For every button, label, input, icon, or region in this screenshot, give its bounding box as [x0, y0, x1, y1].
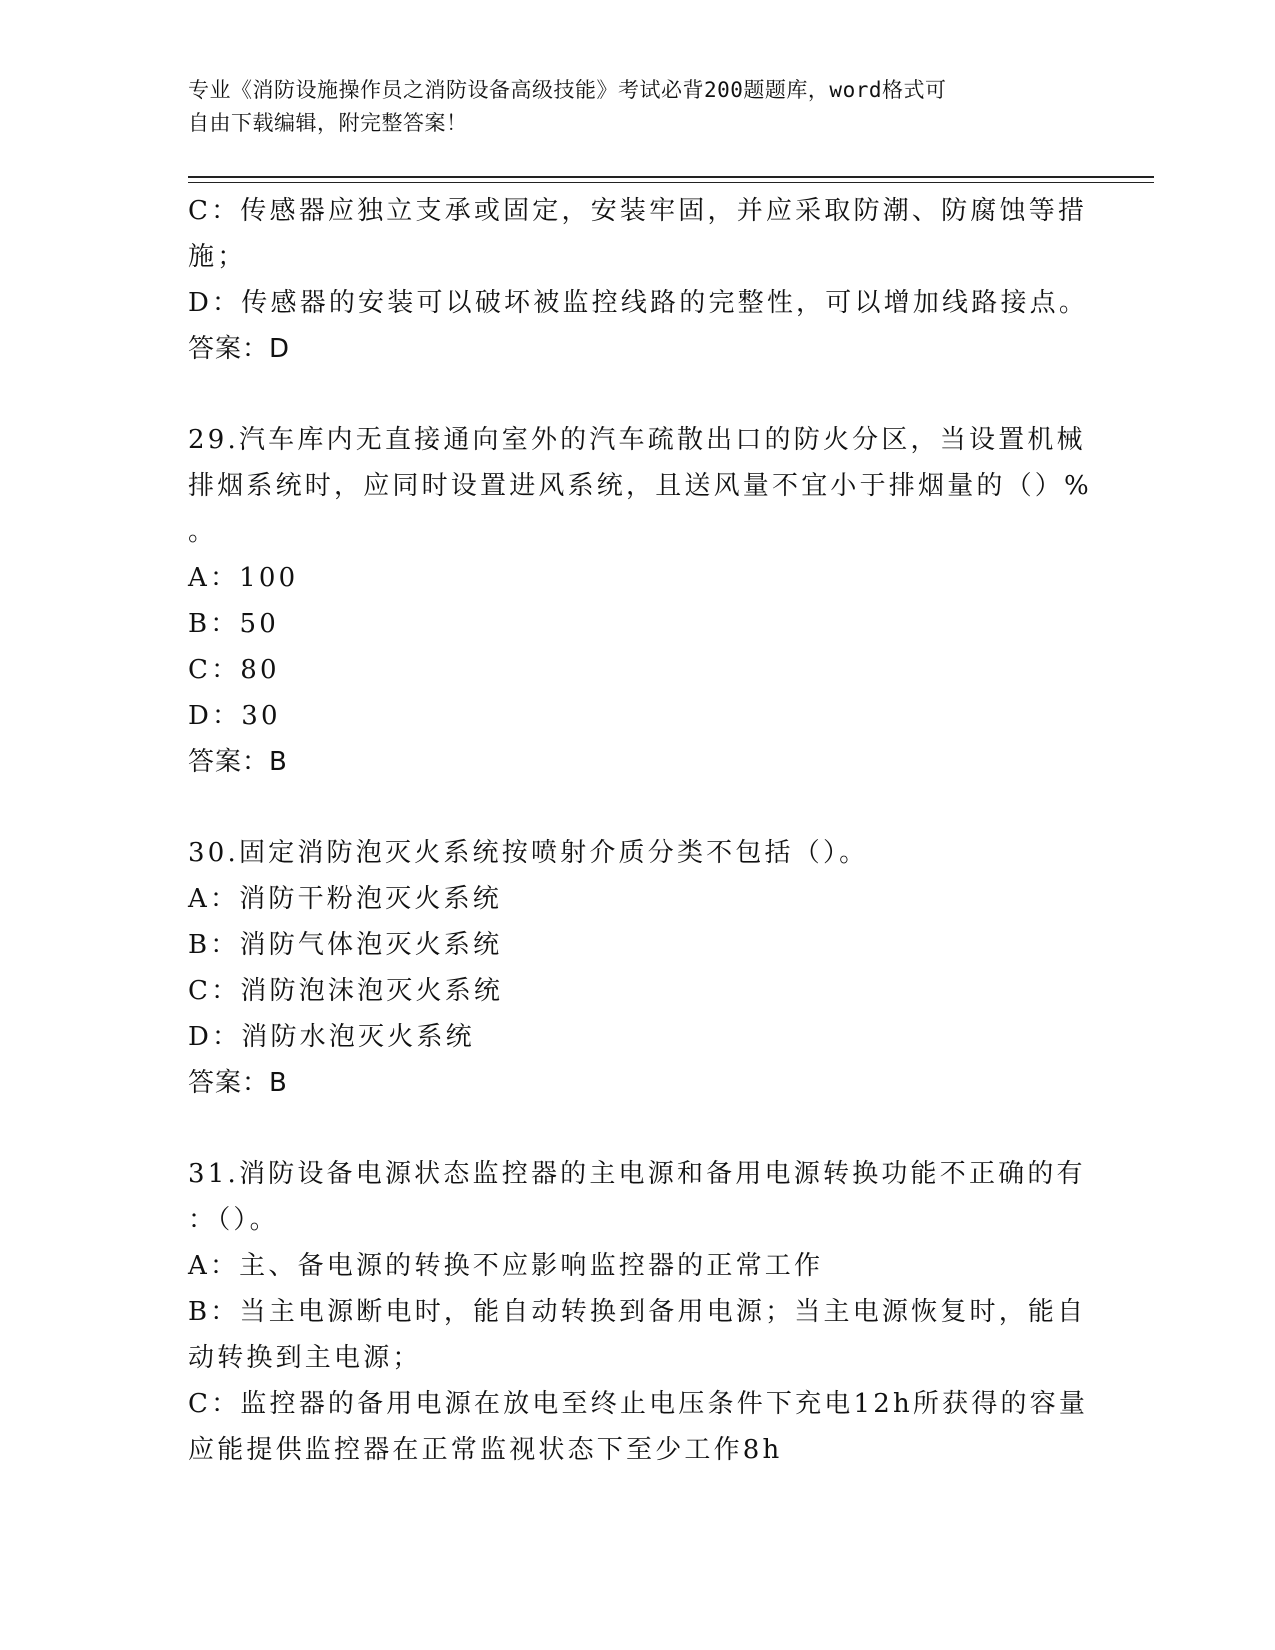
option-a: A：主、备电源的转换不应影响监控器的正常工作 [188, 1251, 824, 1281]
spacer [188, 785, 1088, 830]
option-c-continued: 施； [188, 242, 247, 272]
option-c: C：传感器应独立支承或固定，安装牢固，并应采取防潮、防腐蚀等措 [188, 196, 1088, 226]
header-divider-thin [188, 182, 1154, 183]
question-30 [188, 830, 1088, 1106]
option-b: B：消防气体泡灭火系统 [188, 930, 503, 960]
option-d: D：传感器的安装可以破坏被监控线路的完整性，可以增加线路接点。 [188, 288, 1089, 318]
option-a: A：100 [188, 563, 299, 593]
spacer [188, 372, 1088, 417]
question-31 [188, 1151, 1088, 1473]
document-header [188, 74, 1068, 140]
question-stem-continued: 排烟系统时，应同时设置进风系统，且送风量不宜小于排烟量的（）% [188, 471, 1092, 501]
answer: 答案：D [188, 334, 291, 364]
option-c: C：80 [188, 655, 280, 685]
question-stem-continued: ：（）。 [188, 1205, 279, 1235]
option-c: C：消防泡沫泡灭火系统 [188, 976, 504, 1006]
question-stem: 30.固定消防泡灭火系统按喷射介质分类不包括（）。 [188, 838, 869, 868]
option-b: B：50 [188, 609, 279, 639]
header-line-1: 专业《消防设施操作员之消防设备高级技能》考试必背200题题库，word格式可 [188, 78, 947, 102]
question-stem: 31.消防设备电源状态监控器的主电源和备用电源转换功能不正确的有 [188, 1159, 1086, 1189]
option-c-continued: 应能提供监控器在正常监视状态下至少工作8h [188, 1435, 783, 1465]
spacer [188, 1106, 1088, 1151]
option-b-continued: 动转换到主电源； [188, 1343, 422, 1373]
option-a: A：消防干粉泡灭火系统 [188, 884, 502, 914]
question-29 [188, 417, 1092, 785]
answer: 答案：B [188, 1068, 288, 1098]
question-stem: 29.汽车库内无直接通向室外的汽车疏散出口的防火分区，当设置机械 [188, 425, 1086, 455]
header-divider-thick [188, 176, 1154, 178]
option-c: C：监控器的备用电源在放电至终止电压条件下充电12h所获得的容量 [188, 1389, 1089, 1419]
question-28-tail [188, 188, 1088, 372]
question-stem-end: 。 [188, 517, 218, 547]
option-b: B：当主电源断电时，能自动转换到备用电源；当主电源恢复时，能自 [188, 1297, 1087, 1327]
header-line-2: 自由下载编辑，附完整答案！ [188, 111, 468, 135]
question-content [188, 188, 1092, 1473]
option-d: D：30 [188, 701, 281, 731]
answer: 答案：B [188, 747, 288, 777]
option-d: D：消防水泡灭火系统 [188, 1022, 475, 1052]
